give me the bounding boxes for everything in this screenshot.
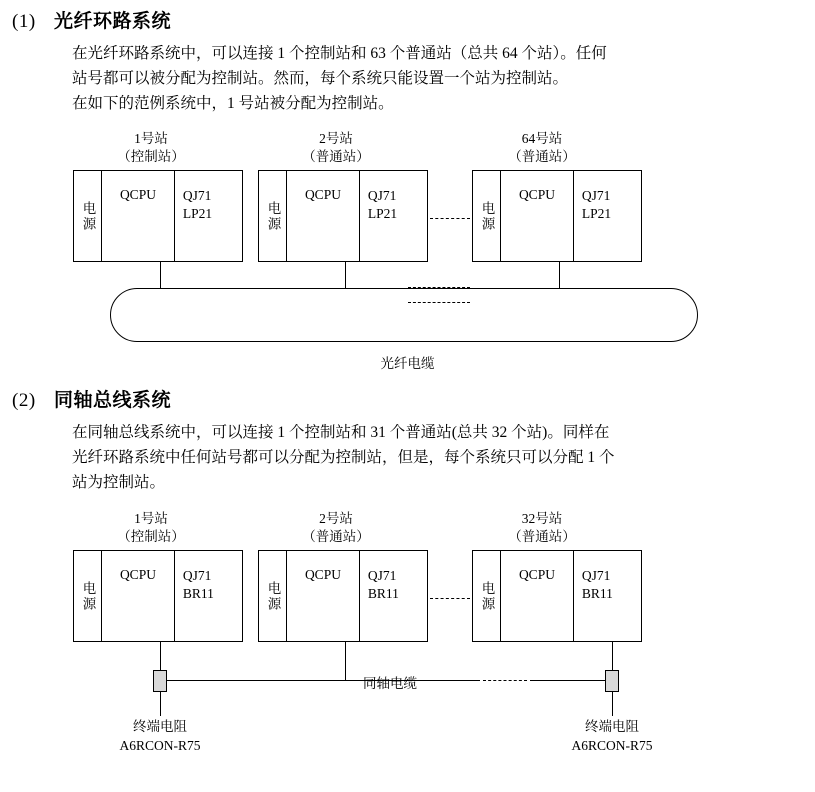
rack-2-module-line1: QJ71: [367, 188, 397, 203]
station-2-name: 2号站: [319, 131, 353, 146]
rack-1-cpu: QCPU: [102, 171, 175, 261]
section-1-heading: [12, 6, 802, 33]
section-2-line-2: 光纤环路系统中任何站号都可以分配为控制站，但是，每个系统只可以分配 1 个: [72, 449, 615, 467]
station2-1-name: 1号站: [134, 511, 168, 526]
rack-1-power: 电源: [74, 171, 102, 261]
section-2-number: (2): [12, 390, 36, 411]
station2-3-role: （普通站）: [508, 529, 576, 545]
rack-3-module-line2: LP21: [581, 206, 612, 222]
rack2-2-power: 电源: [259, 551, 287, 641]
station2-rack-1: [73, 550, 243, 642]
station-label-2: [290, 130, 382, 166]
section-2-title: 同轴总线系统: [54, 390, 172, 411]
station2-label-3: [492, 510, 592, 546]
rack-1-module-line2: LP21: [182, 206, 213, 222]
fiber-loop-dashes-gap: [408, 287, 470, 288]
rack2-gap-dashes: [430, 598, 470, 599]
rack-1-module: [175, 171, 242, 261]
station-3-name: 64号站: [521, 131, 563, 146]
terminator-left-leader: [160, 692, 161, 716]
terminator-right-line1: 终端电阻: [585, 719, 639, 734]
rack2-1-module-line2: BR11: [182, 586, 214, 602]
station-1-role: （控制站）: [117, 149, 185, 165]
rack-3-module: [574, 171, 641, 261]
station-label-3: [492, 130, 592, 166]
station-2-role: （普通站）: [302, 149, 370, 165]
terminator-left-caption: [90, 718, 230, 756]
drop-line-3: [559, 262, 560, 288]
section-coaxial-bus: [12, 385, 802, 495]
station2-2-role: （普通站）: [302, 529, 370, 545]
terminator-left-line1: 终端电阻: [133, 719, 187, 734]
section-2-body: [72, 420, 802, 495]
fiber-loop-dashes-inner: [408, 302, 470, 303]
rack2-1-module: [175, 551, 242, 641]
rack-2-cpu: QCPU: [287, 171, 360, 261]
rack2-3-module-line1: QJ71: [581, 568, 611, 583]
station2-2-name: 2号站: [319, 511, 353, 526]
terminator-left: [153, 670, 167, 692]
rack-2-module: [360, 171, 427, 261]
diagram-optical-loop: [0, 130, 815, 370]
section-1-number: (1): [12, 11, 36, 32]
rack2-2-module-line2: BR11: [367, 586, 399, 602]
drop-line-2: [345, 262, 346, 288]
rack2-3-power: 电源: [473, 551, 501, 641]
section-1-line-1: 在光纤环路系统中，可以连接 1 个控制站和 63 个普通站（总共 64 个站）。任何: [72, 45, 607, 62]
rack-3-cpu: QCPU: [501, 171, 574, 261]
section-1-body: [72, 41, 802, 116]
rack-3-power: 电源: [473, 171, 501, 261]
station-3-role: （普通站）: [508, 149, 576, 165]
drop-line-1: [160, 262, 161, 288]
rack2-1-module-line1: QJ71: [182, 568, 212, 583]
rack2-3-module-line2: BR11: [581, 586, 613, 602]
station2-label-2: [290, 510, 382, 546]
rack-gap-dashes: [430, 218, 470, 219]
station2-rack-2: [258, 550, 428, 642]
rack-1-module-line1: QJ71: [182, 188, 212, 203]
station-label-1: [105, 130, 197, 166]
section-2-line-3: 站为控制站。: [72, 474, 166, 492]
section-optical-loop: [12, 6, 802, 116]
rack-2-power: 电源: [259, 171, 287, 261]
station2-3-name: 32号站: [521, 511, 563, 526]
rack2-1-cpu: QCPU: [102, 551, 175, 641]
section-2-line-1: 在同轴总线系统中，可以连接 1 个控制站和 31 个普通站(总共 32 个站)。同样在: [72, 424, 610, 441]
station-rack-3: [472, 170, 642, 262]
rack2-2-cpu: QCPU: [287, 551, 360, 641]
bus-line-right: [530, 680, 612, 681]
section-1-title: 光纤环路系统: [54, 11, 172, 32]
rack2-2-module-line1: QJ71: [367, 568, 397, 583]
fiber-loop: [110, 288, 698, 342]
terminator-right-caption: [542, 718, 682, 756]
section-1-line-3: 在如下的范例系统中，1 号站被分配为控制站。: [72, 95, 394, 113]
rack-2-module-line2: LP21: [367, 206, 398, 222]
coax-cable-label: 同轴电缆: [363, 676, 417, 691]
section-2-heading: [12, 385, 802, 412]
rack2-3-module: [574, 551, 641, 641]
station-rack-2: [258, 170, 428, 262]
station2-rack-3: [472, 550, 642, 642]
bus-line-dashes: [483, 680, 527, 681]
terminator-right-leader: [612, 692, 613, 716]
rack-3-module-line1: QJ71: [581, 188, 611, 203]
terminator-right-line2: A6RCON-R75: [571, 737, 653, 753]
rack2-1-power: 电源: [74, 551, 102, 641]
terminator-right: [605, 670, 619, 692]
fiber-cable-label: 光纤电缆: [380, 356, 435, 371]
terminator-left-line2: A6RCON-R75: [119, 737, 201, 753]
station2-label-1: [105, 510, 197, 546]
section-1-line-2: 站号都可以被分配为控制站。然而，每个系统只能设置一个站为控制站。: [72, 70, 569, 88]
diagram-coaxial-bus: [0, 510, 815, 790]
rack2-3-cpu: QCPU: [501, 551, 574, 641]
rack2-2-module: [360, 551, 427, 641]
station2-1-role: （控制站）: [117, 529, 185, 545]
station-1-name: 1号站: [134, 131, 168, 146]
station-rack-1: [73, 170, 243, 262]
